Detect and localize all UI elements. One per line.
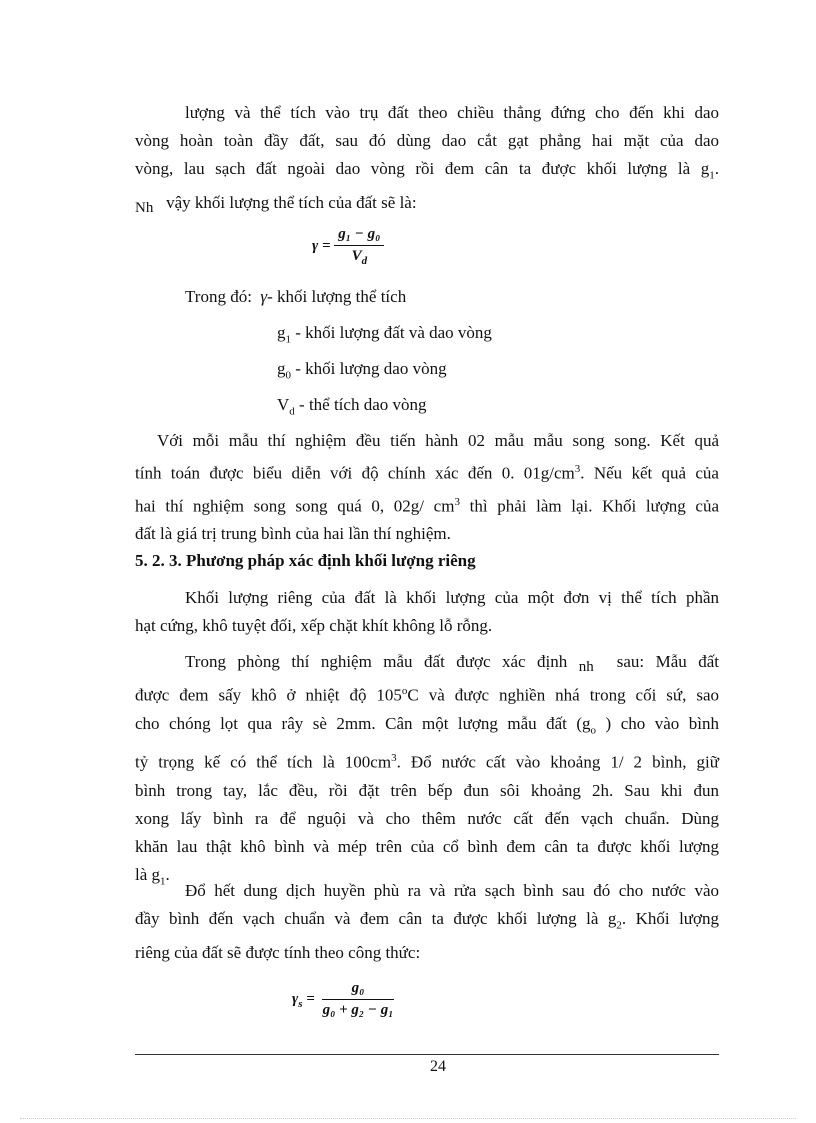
formula-fraction bbox=[319, 980, 398, 1019]
text-line: riêng của đất sẽ được tính theo công thức: bbox=[135, 943, 421, 963]
text-line: bình trong tay, lắc đều, rồi đặt trên bếp đun sôi khoảng 2h. Sau khi đun bbox=[135, 780, 719, 800]
text-fragment: Nh bbox=[135, 200, 154, 217]
text-line: hạt cứng, khô tuyệt đối, xếp chặt khít không lỗ rỗng. bbox=[135, 616, 493, 635]
text-line: Với mỗi mẫu thí nghiệm đều tiến hành 02 mẫu mẫu song song. Kết quả bbox=[157, 431, 719, 450]
formula-numerator: g₁ − g₀ bbox=[334, 226, 384, 246]
text-line: lượng và thể tích vào trụ đất theo chiều thẳng đứng cho đến khi dao bbox=[185, 103, 719, 122]
subscript: 1 bbox=[709, 169, 715, 182]
text-line: Đổ hết dung dịch huyền phù ra và rửa sạch bình sau đó cho nước vào bbox=[185, 881, 719, 900]
text-line: Khối lượng riêng của đất là khối lượng của một đơn vị thể tích phần bbox=[185, 588, 719, 607]
formula-lhs: γ = bbox=[312, 237, 331, 254]
text-line: vậy khối lượng thể tích của đất sẽ là: bbox=[166, 193, 417, 213]
text-line: xong lấy bình ra để nguội và cho thêm nước cất đến vạch chuẩn. Dùng bbox=[135, 808, 719, 828]
definition-gamma: Trong đó: γ- khối lượng thể tích bbox=[185, 287, 407, 306]
footer-divider bbox=[135, 1054, 719, 1055]
definition-g0: $g_0$ - khối lượng dao vòng bbox=[277, 359, 447, 382]
formula-specific-density: $\gamma_s$ = $\frac{\text{g₀}}{\text{g₀ + g₂ − g₁}}$ bbox=[292, 980, 397, 1019]
page-number: 24 bbox=[430, 1058, 446, 1075]
section-heading: 5. 2. 3. Phương pháp xác định khối lượng riêng bbox=[135, 551, 476, 570]
paragraph-4: Trong phòng thí nghiệm mẫu đất được xác định nh sau: Mẫu đất được đem sấy khô ở nhiệt độ 105$^o$C và được nghiền nhá trong cối sứ, sao cho chóng lọt qua rây sè 2mm. Cân một lượng mẫu đất ($g_o$ ) cho vào bình tỷ trọng kế có thể tích là $100cm^3$. Đổ nước cất vào khoảng 1/ 2 bình, giữ bình trong tay, lắc đều, rồi đặt trên bếp đun sôi khoảng 2h. Sau khi đun xong lấy bình ra để nguội và cho thêm nước cất đến vạch chuẩn. Dùng khăn lau thật khô bình và mép trên của cổ bình đem cân ta được khối lượng là $g_1$. bbox=[135, 652, 719, 888]
page-edge-divider bbox=[20, 1118, 796, 1119]
definition-vd: $V_d$ - thể tích dao vòng bbox=[277, 395, 427, 418]
formula-denominator: $V_d$ bbox=[351, 248, 368, 267]
text-line: vòng hoàn toàn đầy đất, sau đó dùng dao cắt gạt phẳng hai mặt của dao bbox=[135, 131, 719, 150]
text-line: . bbox=[714, 159, 719, 178]
formula-bulk-density bbox=[312, 226, 384, 267]
formula-fraction bbox=[334, 226, 384, 267]
paragraph-1 bbox=[135, 99, 719, 218]
paragraph-2: Với mỗi mẫu thí nghiệm đều tiến hành 02 mẫu mẫu song song. Kết quả tính toán được biểu diễn với độ chính xác đến 0. $01g/cm^3$. Nếu kết quả của hai thí nghiệm song song quá 0, 02g/ $cm^3$ thì phải làm lại. Khối lượng của đất là giá trị trung bình của hai lần thí nghiệm. bbox=[135, 431, 719, 544]
text-line: vòng, lau sạch đất ngoài dao vòng rồi đem cân ta được khối lượng là g bbox=[135, 159, 710, 178]
paragraph-3 bbox=[135, 584, 719, 640]
formula-denominator: g₀ + g₂ − g₁ bbox=[322, 1002, 394, 1018]
paragraph-5: Đổ hết dung dịch huyền phù ra và rửa sạch bình sau đó cho nước vào đầy bình đến vạch chuẩn và đem cân ta được khối lượng là $g_2$. Khối lượng riêng của đất sẽ được tính theo công thức: bbox=[135, 881, 719, 963]
definition-g1: $g_1$ - khối lượng đất và dao vòng bbox=[277, 323, 492, 346]
text-line: đất là giá trị trung bình của hai lần thí nghiệm. bbox=[135, 524, 451, 544]
formula-numerator: g₀ bbox=[322, 980, 395, 1000]
text-line: khăn lau thật khô bình và mép trên của cổ bình đem cân ta được khối lượng bbox=[135, 836, 719, 856]
